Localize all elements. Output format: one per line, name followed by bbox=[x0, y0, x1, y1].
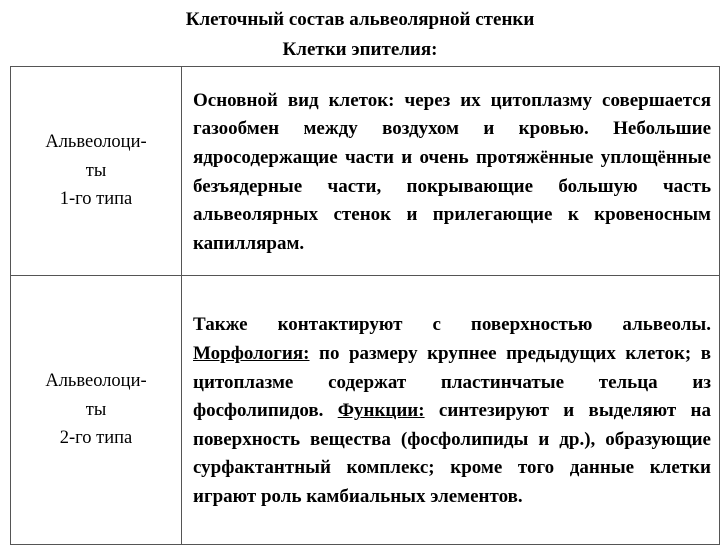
cell-type-name-line: Альвеолоци- bbox=[45, 132, 147, 153]
functions-label: Функции: bbox=[337, 400, 425, 422]
functions-text: синтезируют и выделяют на поверхность вещества (фосфолипиды и др.), образующие сурфактантный комплекс; кроме того данные клетки играют роль камбиальных элементов. bbox=[193, 400, 711, 507]
morphology-text: по размеру крупнее предыдущих клеток; в цитоплазме содержат пластинчатые тельца из фосфолипидов. bbox=[193, 343, 711, 422]
cell-type-name-line: 2-го типа bbox=[59, 428, 133, 449]
cell-type-description bbox=[182, 276, 720, 545]
page-title: Клеточный состав альвеолярной стенки bbox=[185, 9, 535, 30]
cell-type-name bbox=[11, 67, 182, 276]
cell-type-name-line: ты bbox=[85, 399, 107, 420]
cell-type-name-line: 1-го типа bbox=[59, 189, 133, 210]
table-row bbox=[11, 276, 720, 545]
cell-type-name-line: ты bbox=[85, 160, 107, 181]
cell-type-name-line: Альвеолоци- bbox=[45, 371, 147, 392]
morphology-label: Морфология: bbox=[193, 343, 310, 365]
table-row bbox=[11, 67, 720, 276]
cell-types-table bbox=[10, 66, 720, 545]
cell-type-name bbox=[11, 276, 182, 545]
cell-type-description: Основной вид клеток: через их цитоплазму совершается газообмен между воздухом и кровью. Небольшие ядросодержащие части и очень протяжённые уплощённые безъядерные части, покрывающие большую часть альвеолярных стенок и прилегающие к кровеносным капиллярам. bbox=[182, 67, 720, 276]
intro-text: Также контактируют с поверхностью альвеолы. bbox=[193, 314, 711, 336]
page-subtitle: Клетки эпителия: bbox=[282, 39, 438, 60]
